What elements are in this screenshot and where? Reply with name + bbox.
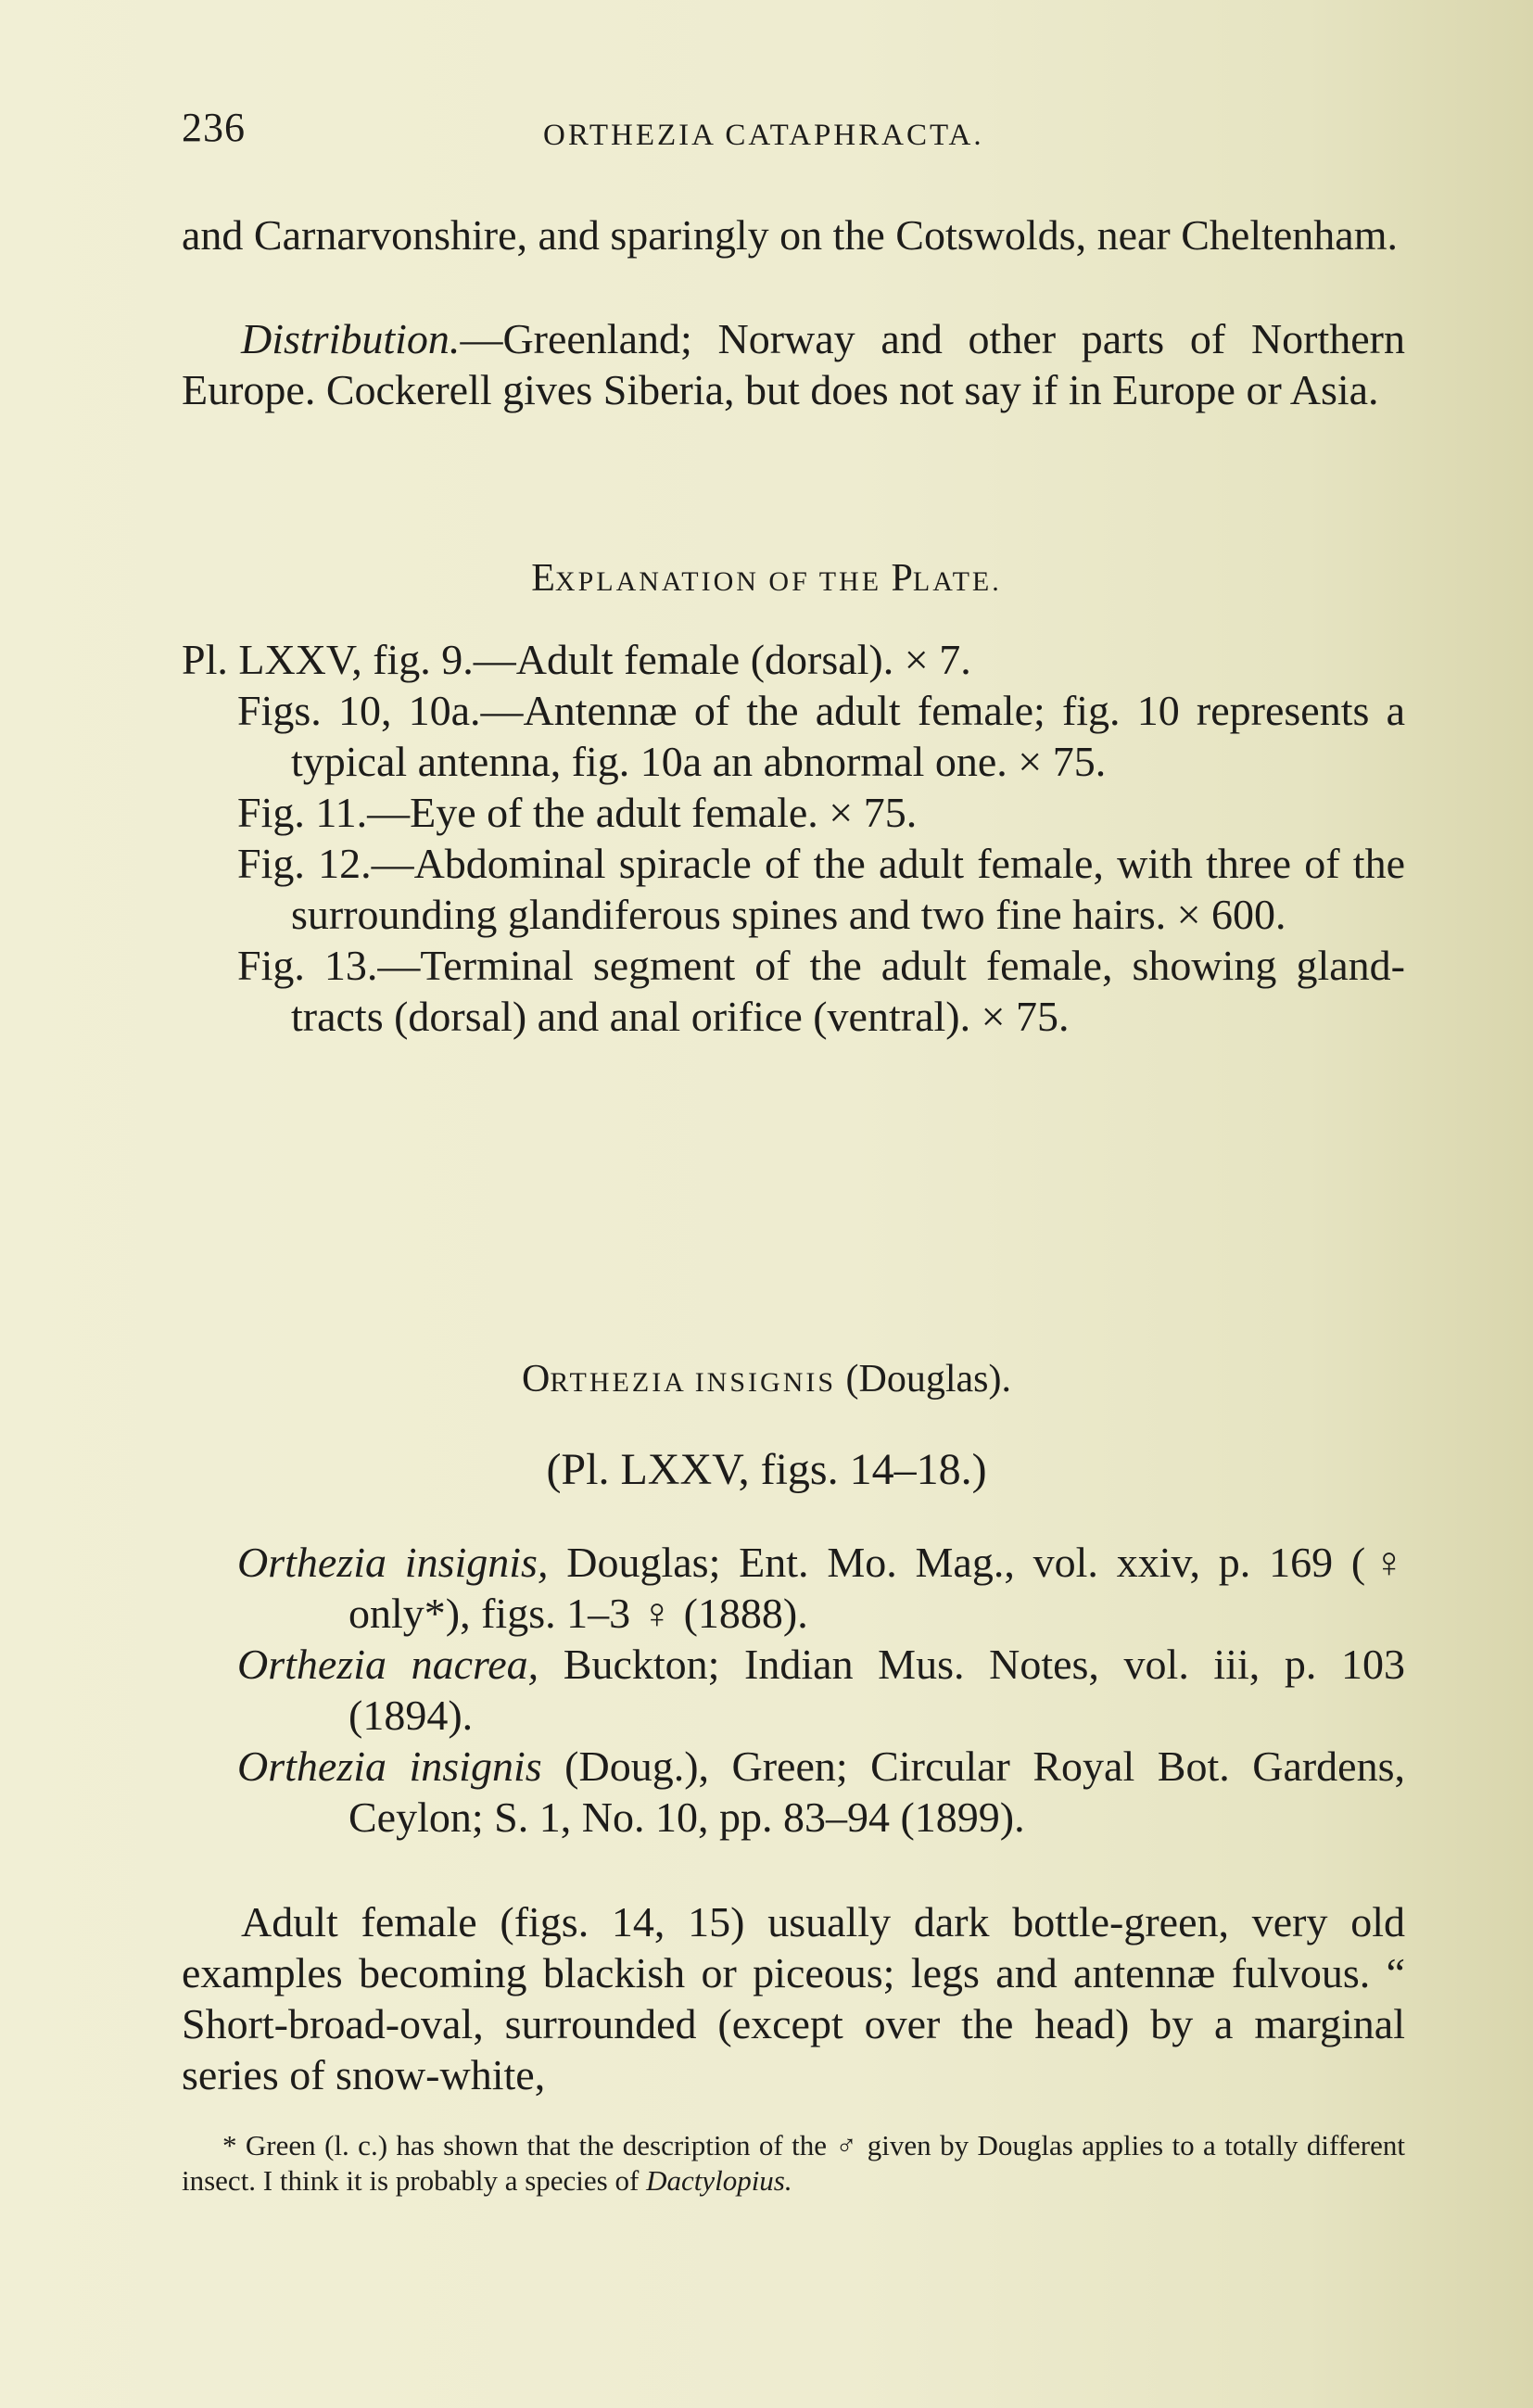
heading-small: LATE. xyxy=(912,566,1002,597)
synonym-entry xyxy=(182,1639,1405,1741)
heading-cap: O xyxy=(522,1358,551,1400)
synonym-name: Orthezia insignis xyxy=(237,1743,542,1790)
plate-entry: Fig. 12.—Abdominal spiracle of the adult female, with three of the surrounding glandiferous spines and two fine hairs. × 600. xyxy=(237,840,1405,938)
plate-entry: Pl. LXXV, fig. 9.—Adult female (dorsal). × 7. xyxy=(182,636,971,683)
plate-entries xyxy=(182,634,1405,1042)
distribution-paragraph xyxy=(182,313,1405,415)
plate-entry: Figs. 10, 10a.—Antennæ of the adult female; fig. 10 represents a typical antenna, fig. 10a an abnormal one. × 75. xyxy=(237,687,1405,785)
synonym-name: Orthezia nacrea, xyxy=(237,1641,539,1688)
plate-entry: Fig. 11.—Eye of the adult female. × 75. xyxy=(237,789,918,836)
heading-cap: P xyxy=(891,557,913,600)
species-heading xyxy=(0,1357,1533,1401)
footnote xyxy=(182,2128,1405,2199)
heading-small: XPLANATION OF THE xyxy=(554,566,892,597)
footnote-text: * Green (l. c.) has shown that the description of the ♂ given by Douglas applies to a totally different insect. I think it is probably a species of xyxy=(182,2129,1405,2197)
explanation-heading xyxy=(0,556,1533,601)
synonym-citation: Buckton; Indian Mus. Notes, vol. iii, p. 103 (1894). xyxy=(348,1641,1406,1739)
footnote-italic: Dactylopius. xyxy=(646,2164,792,2197)
synonym-citation: Douglas; Ent. Mo. Mag., vol. xxiv, p. 169 (♀ only*), figs. 1–3 ♀ (1888). xyxy=(348,1539,1405,1637)
synonym-name: Orthezia insignis, xyxy=(237,1539,549,1586)
heading-author: (Douglas). xyxy=(836,1358,1011,1400)
distribution-text: —Greenland; Norway and other parts of Northern Europe. Cockerell gives Siberia, but does not say if in Europe or Asia. xyxy=(182,315,1405,413)
species-plate-reference: (Pl. LXXV, figs. 14–18.) xyxy=(546,1445,987,1494)
running-title: ORTHEZIA CATAPHRACTA. xyxy=(543,119,984,152)
distribution-label: Distribution. xyxy=(241,315,461,362)
page-number: 236 xyxy=(182,105,246,150)
page-header xyxy=(182,104,1405,159)
heading-small: RTHEZIA INSIGNIS xyxy=(550,1367,837,1398)
description-paragraph: Adult female (figs. 14, 15) usually dark bottle-green, very old examples becoming blackish or piceous; legs and antennæ fulvous. “ Short-broad-oval, surrounded (except over the head) by a marginal series of snow-white, xyxy=(182,1898,1405,2098)
synonym-entry xyxy=(182,1741,1405,1843)
synonymy-list xyxy=(182,1537,1405,1843)
synonym-citation: (Doug.), Green; Circular Royal Bot. Gardens, Ceylon; S. 1, No. 10, pp. 83–94 (1899). xyxy=(348,1743,1405,1841)
plate-entry: Fig. 13.—Terminal segment of the adult female, showing gland-tracts (dorsal) and anal orifice (ventral). × 75. xyxy=(237,942,1405,1040)
heading-cap: E xyxy=(531,557,555,600)
synonym-entry xyxy=(182,1537,1405,1639)
intro-paragraph: and Carnarvonshire, and sparingly on the Cotswolds, near Cheltenham. xyxy=(182,211,1398,259)
